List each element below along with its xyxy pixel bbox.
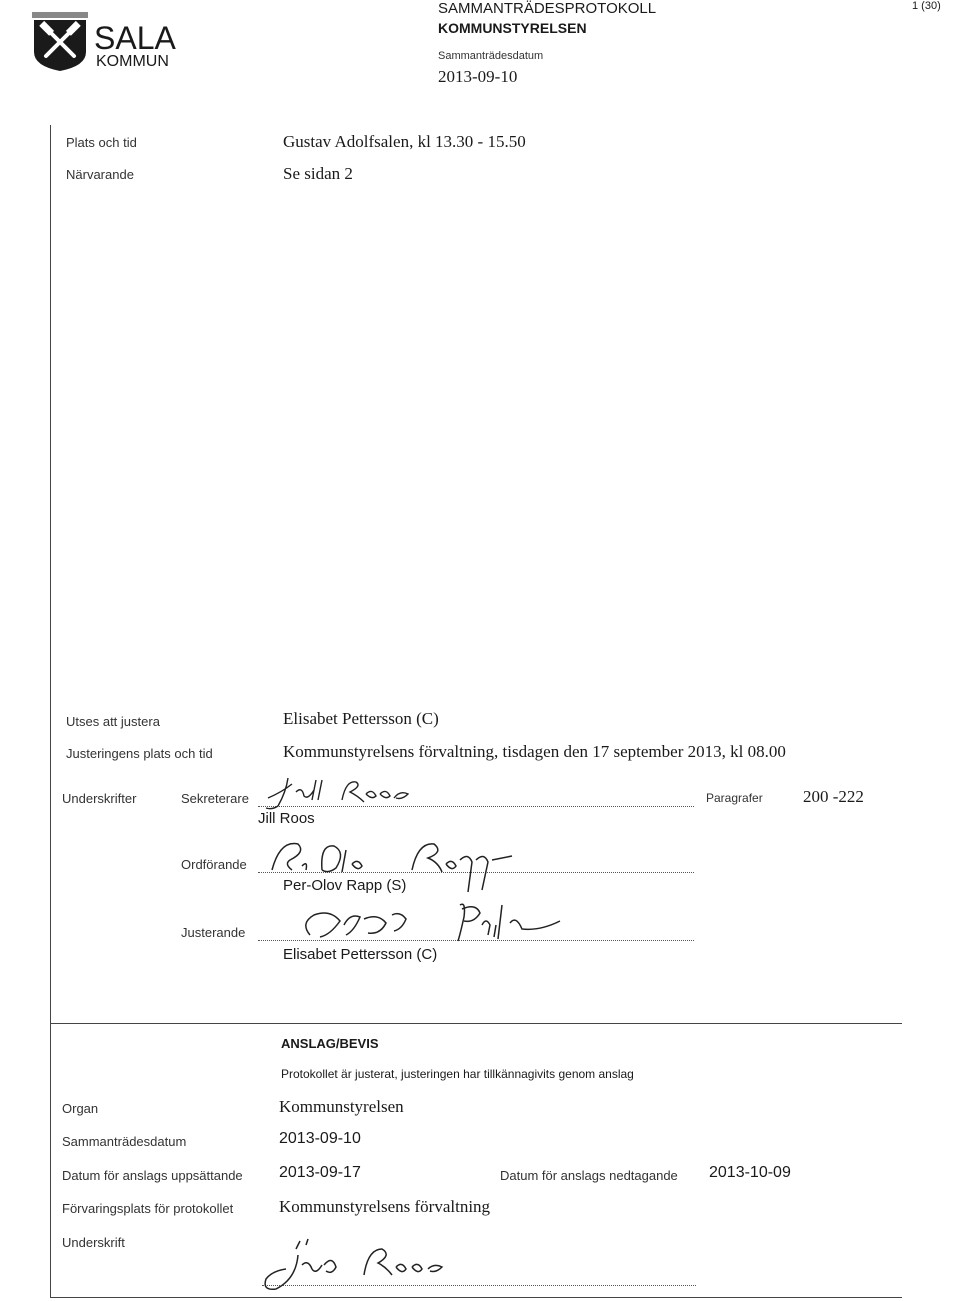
- posted-date-value: 2013-09-17: [279, 1164, 361, 1181]
- municipality-logo: [28, 12, 188, 74]
- meeting-date: 2013-09-10: [438, 67, 518, 86]
- adjustment-place-value: Kommunstyrelsens förvaltning, tisdagen den 17 september 2013, kl 08.00: [283, 742, 786, 761]
- appointed-adjuster-value: Elisabet Pettersson (C): [283, 709, 439, 728]
- notice-signature-label: Underskrift: [62, 1235, 125, 1250]
- notice-subtitle: Protokollet är justerat, justeringen har tillkännagivits genom anslag: [281, 1067, 634, 1081]
- storage-label: Förvaringsplats för protokollet: [62, 1201, 234, 1216]
- notice-bottom-line: [50, 1297, 902, 1298]
- present-value: Se sidan 2: [283, 164, 353, 183]
- removed-date-value: 2013-10-09: [709, 1164, 791, 1181]
- meeting-date-label: Sammanträdesdatum: [438, 50, 544, 62]
- organ-label: Organ: [62, 1101, 99, 1116]
- removed-date-label: Datum för anslags nedtagande: [500, 1168, 678, 1183]
- adjuster-name: Elisabet Pettersson (C): [283, 946, 438, 963]
- posted-date-label: Datum för anslags uppsättande: [62, 1168, 243, 1183]
- adjustment-place-label: Justeringens plats och tid: [66, 746, 213, 761]
- secretary-label: Sekreterare: [181, 791, 249, 806]
- adjuster-label: Justerande: [181, 925, 246, 940]
- notice-title: ANSLAG/BEVIS: [281, 1036, 379, 1051]
- left-frame-line: [50, 125, 51, 1297]
- signatures-label: Underskrifter: [62, 791, 137, 806]
- paragraphs-value: 200 -222: [803, 787, 864, 806]
- organ-value: Kommunstyrelsen: [279, 1097, 404, 1116]
- present-label: Närvarande: [66, 167, 134, 182]
- logo-subtitle: KOMMUN: [96, 53, 169, 70]
- paragraphs-label: Paragrafer: [706, 791, 763, 805]
- secretary-handwritten-signature: [262, 772, 422, 812]
- secretary-name: Jill Roos: [258, 810, 315, 827]
- appointed-adjuster-label: Utses att justera: [66, 714, 160, 729]
- notice-meeting-date-label: Sammanträdesdatum: [62, 1134, 187, 1149]
- place-label: Plats och tid: [66, 135, 137, 150]
- committee-name: KOMMUNSTYRELSEN: [438, 20, 587, 36]
- document-type: SAMMANTRÄDESPROTOKOLL: [438, 0, 657, 17]
- logo-name: SALA: [94, 20, 176, 56]
- crossed-hammers-shield-icon: [32, 12, 88, 72]
- chair-label: Ordförande: [181, 857, 247, 872]
- notice-meeting-date-value: 2013-09-10: [279, 1130, 361, 1147]
- storage-value: Kommunstyrelsens förvaltning: [279, 1197, 491, 1216]
- header: [0, 0, 960, 100]
- notice-handwritten-signature: [256, 1235, 466, 1295]
- place-value: Gustav Adolfsalen, kl 13.30 - 15.50: [283, 132, 526, 151]
- chair-name: Per-Olov Rapp (S): [283, 877, 407, 894]
- notice-top-line: [50, 1023, 902, 1024]
- page-number: 1 (30): [912, 0, 941, 12]
